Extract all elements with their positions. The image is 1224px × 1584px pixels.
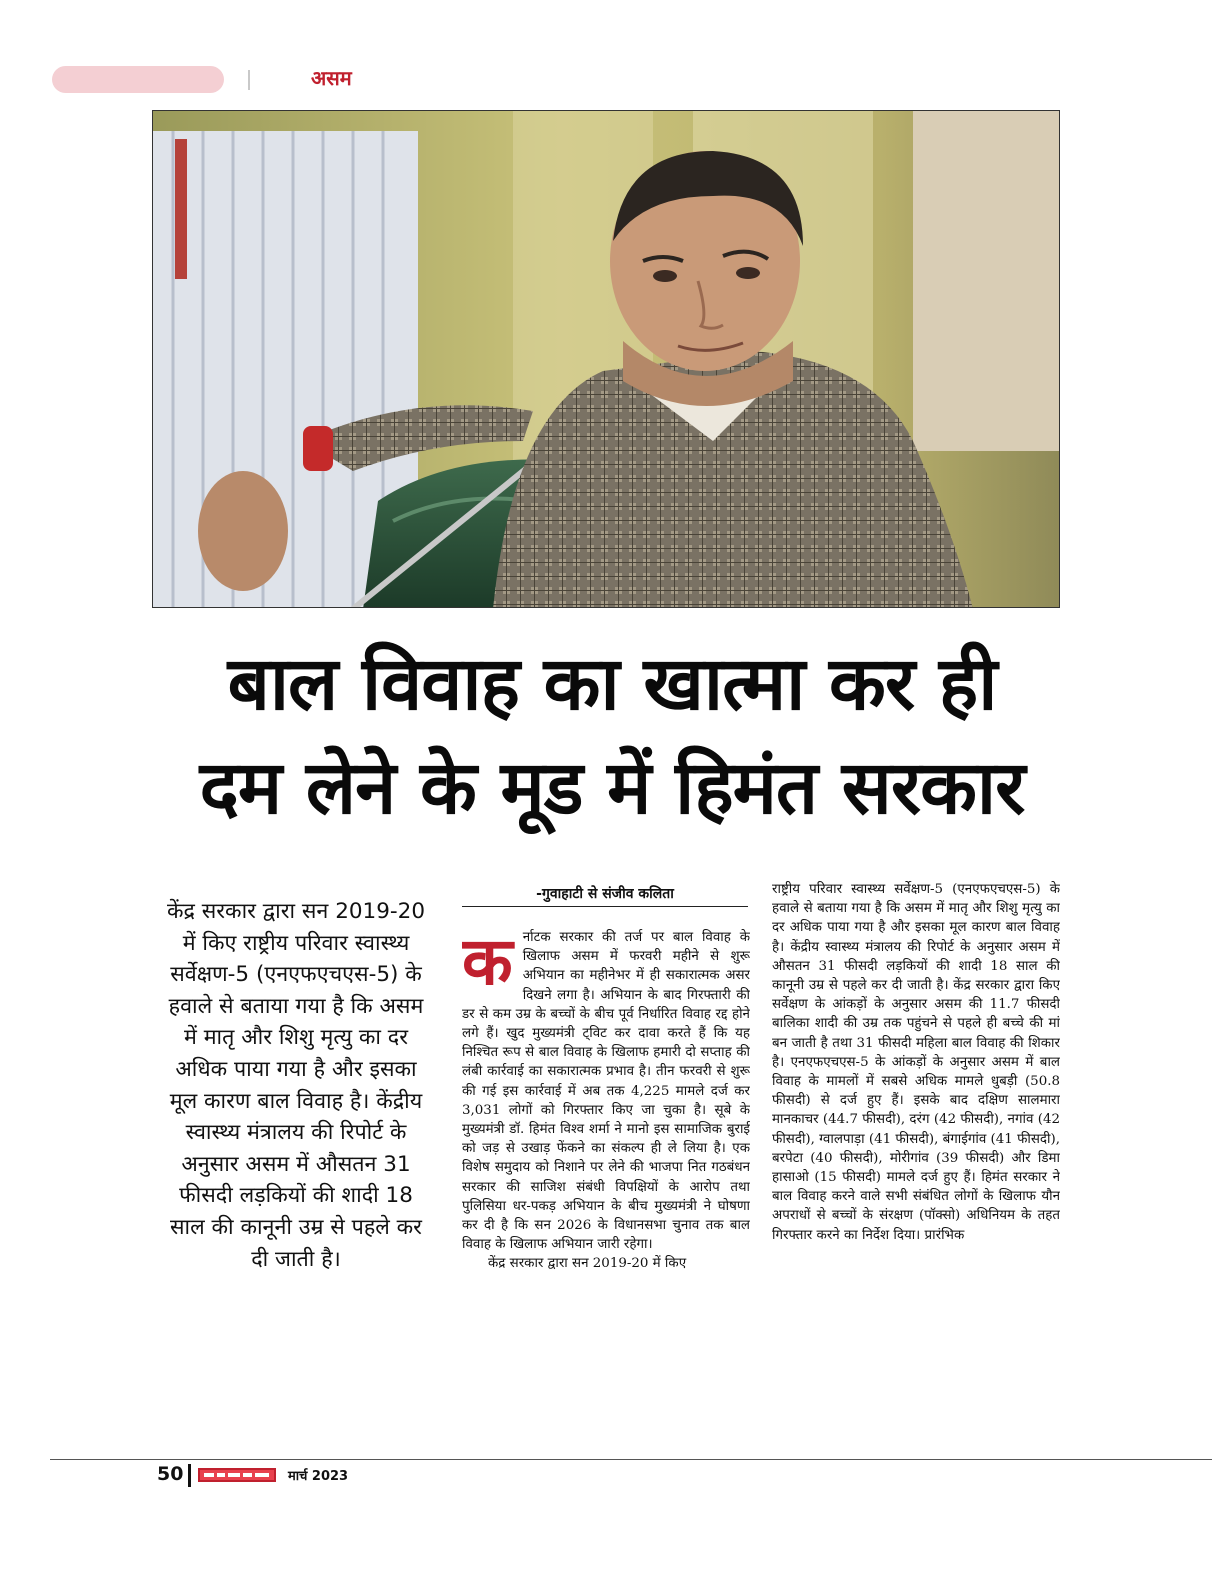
lead-photo <box>152 110 1060 608</box>
article-column-2 <box>772 880 1060 1445</box>
publication-logo <box>198 1468 276 1482</box>
footer-rule <box>50 1459 1212 1460</box>
headline-line-2: दम लेने के मूड में हिमंत सरकार <box>199 745 1025 831</box>
byline-rule <box>462 906 748 907</box>
article-paragraph-1-text: र्नाटक सरकार की तर्ज पर बाल विवाह के खिलाफ असम में फरवरी महीने से शुरू अभियान का महीनेभर में ही सकारात्मक असर दिखने लगा है। अभियान के बाद गिरफ्तारी की डर से कम उम्र के बच्चों के बीच पूर्व निर्धारित विवाह रद्द होने लगे हैं। खुद मुख्यमंत्री ट्विट कर दावा करते हैं कि यह निश्चित रूप से बाल विवाह के खिलाफ हमारी दो सप्ताह की लंबी कार्रवाई का सकारात्मक प्रभाव है। तीन फरवरी से शुरू की गई इस कार्रवाई में अब तक 4,225 मामले दर्ज कर 3,031 लोगों को गिरफ्तार किए जा चुका है। सूबे के मुख्यमंत्री डॉ. हिमंत विश्व शर्मा ने मानो इस सामाजिक बुराई को जड़ से उखाड़ फेंकने का संकल्प ही ले लिया है। एक विशेष समुदाय को निशाने पर लेने की भाजपा नित गठबंधन सरकार की साजिश संबंधी विपक्षियों के आरोप तथा पुलिसिया धर-पकड़ अभियान के बीच मुख्यमंत्री ने घोषणा कर दी है कि सन 2026 के विधानसभा चुनाव तक बाल विवाह के खिलाफ अभियान जारी रहेगा। <box>462 930 750 1253</box>
article-paragraph-2: केंद्र सरकार द्वारा सन 2019-20 में किए <box>488 1256 687 1272</box>
byline: -गुवाहाटी से संजीव कलिता <box>536 886 674 902</box>
section-label: असम <box>311 66 352 90</box>
drop-cap: क <box>462 928 513 1000</box>
issue-date: मार्च 2023 <box>288 1469 349 1484</box>
footer-divider <box>188 1464 191 1487</box>
header-divider <box>248 70 250 90</box>
photo-image <box>153 111 1060 608</box>
page-number: 50 <box>157 1463 184 1485</box>
article-paragraph-1 <box>462 928 750 1254</box>
section-tab-pill <box>52 66 224 93</box>
headline <box>100 632 1124 840</box>
pull-quote: केंद्र सरकार द्वारा सन 2019-20 में किए राष्ट्रीय परिवार स्वास्थ्य सर्वेक्षण-5 (एनएफएचएस-5) के हवाले से बताया गया है कि असम में मातृ और शिशु मृत्यु का दर अधिक पाया गया है और इसका मूल कारण बाल विवाह है। केंद्रीय स्वास्थ्य मंत्रालय की रिपोर्ट के अनुसार असम में औसतन 31 फीसदी लड़कियों की शादी 18 साल की कानूनी उम्र से पहले कर दी जाती है। <box>166 899 426 1272</box>
headline-line-1: बाल विवाह का खात्मा कर ही <box>227 641 997 727</box>
article-column-1 <box>462 928 750 1448</box>
article-column-2-text: राष्ट्रीय परिवार स्वास्थ्य सर्वेक्षण-5 (एनएफएचएस-5) के हवाले से बताया गया है कि असम में मातृ और शिशु मृत्यु का दर अधिक पाया गया है और इसका मूल कारण बाल विवाह है। केंद्रीय स्वास्थ्य मंत्रालय की रिपोर्ट के अनुसार असम में औसतन 31 फीसदी लड़कियों की शादी 18 साल की कानूनी उम्र से पहले कर दी जाती है। केंद्र सरकार द्वारा किए सर्वेक्षण के आंकड़ों के अनुसार असम की 11.7 फीसदी बालिका शादी की उम्र तक पहुंचने से पहले ही बच्चे की मां बन जाती है तथा 31 फीसदी महिला बाल विवाह की शिकार है। एनएफएचएस-5 के आंकड़ों के अनुसार असम में बाल विवाह के मामलों में सबसे अधिक मामले धुबड़ी (50.8 फीसदी) से दर्ज हुए हैं। इसके बाद दक्षिण सालमारा मानकाचर (44.7 फीसदी), दरंग (42 फीसदी), नगांव (42 फीसदी), ग्वालपाड़ा (41 फीसदी), बंगाईगांव (41 फीसदी), बरपेटा (40 फीसदी), मोरीगांव (39 फीसदी) और डिमा हासाओ (15 फीसदी) मामले दर्ज हुए हैं। हिमंत सरकार ने बाल विवाह करने वाले सभी संबंधित लोगों के खिलाफ यौन अपराधों से बच्चों के संरक्षण (पॉक्सो) अधिनियम के तहत गिरफ्तार करने का निर्देश दिया। प्रारंभिक <box>772 882 1060 1243</box>
